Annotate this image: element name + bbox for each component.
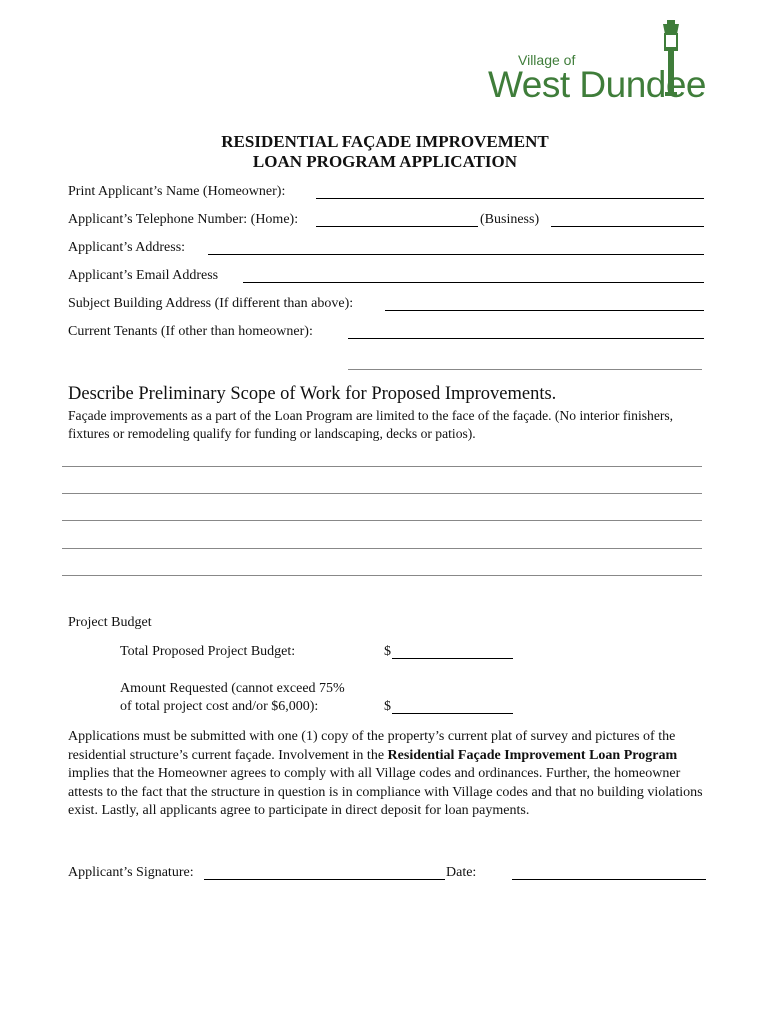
amount-requested-currency: $ bbox=[384, 699, 391, 714]
date-field[interactable] bbox=[512, 879, 706, 880]
amount-requested-field[interactable] bbox=[392, 713, 513, 714]
title-line-2: LOAN PROGRAM APPLICATION bbox=[252, 152, 518, 171]
total-budget-currency: $ bbox=[384, 644, 391, 659]
total-budget-field[interactable] bbox=[392, 658, 513, 659]
date-label: Date: bbox=[446, 865, 477, 880]
logo-west-dundee: West Dundee bbox=[488, 64, 706, 105]
scope-line-5[interactable] bbox=[62, 575, 702, 576]
terms-part-1: Applications must be submitted with one (1) copy of the property’s current plat of survey and pictures of the residential structure’s current façade. Involvement in the bbox=[68, 729, 676, 763]
scope-heading: Describe Preliminary Scope of Work for Proposed Improvements. bbox=[68, 384, 557, 404]
terms-part-2: implies that the Homeowner agrees to comply with all Village codes and ordinances. Further, the homeowner attests to the fact that the structure in question is in compliance with Village codes and that no building violations exist. Lastly, all applicants agree to participate in direct deposit for loan payments. bbox=[68, 766, 703, 819]
name-field[interactable] bbox=[316, 198, 704, 199]
program-name: Residential Façade Improvement Loan Program bbox=[387, 747, 678, 763]
amount-requested-label-1: Amount Requested (cannot exceed 75% bbox=[120, 681, 345, 696]
tenants-label: Current Tenants (If other than homeowner): bbox=[68, 324, 313, 339]
total-budget-label: Total Proposed Project Budget: bbox=[120, 644, 296, 659]
budget-heading: Project Budget bbox=[68, 615, 152, 630]
subject-address-field[interactable] bbox=[385, 310, 704, 311]
amount-requested-label-2: of total project cost and/or $6,000): bbox=[120, 699, 319, 714]
signature-label: Applicant’s Signature: bbox=[68, 865, 194, 880]
signature-field[interactable] bbox=[204, 879, 445, 880]
village-logo bbox=[488, 18, 738, 108]
phone-home-field[interactable] bbox=[316, 226, 478, 227]
scope-line-3[interactable] bbox=[62, 520, 702, 521]
logo-village-of: Village of bbox=[518, 52, 576, 68]
address-label: Applicant’s Address: bbox=[68, 240, 186, 255]
email-field[interactable] bbox=[243, 282, 704, 283]
scope-line-1[interactable] bbox=[62, 466, 702, 467]
scope-note: Façade improvements as a part of the Loan Program are limited to the face of the façade. (No interior finishers, fixtures or remodeling qualify for funding or landscaping, decks or patios). bbox=[68, 408, 674, 441]
name-label: Print Applicant’s Name (Homeowner): bbox=[68, 184, 286, 199]
email-label: Applicant’s Email Address bbox=[68, 268, 219, 283]
subject-address-label: Subject Building Address (If different than above): bbox=[68, 296, 354, 311]
tenants-field-extra-line[interactable] bbox=[348, 369, 702, 370]
terms-paragraph bbox=[68, 728, 708, 821]
phone-business-label: (Business) bbox=[480, 212, 540, 227]
phone-business-field[interactable] bbox=[551, 226, 704, 227]
form-title bbox=[0, 132, 770, 172]
tenants-field[interactable] bbox=[348, 338, 704, 339]
phone-home-label: Applicant’s Telephone Number: (Home): bbox=[68, 212, 299, 227]
scope-line-2[interactable] bbox=[62, 493, 702, 494]
scope-line-4[interactable] bbox=[62, 548, 702, 549]
address-field[interactable] bbox=[208, 254, 704, 255]
title-line-1: RESIDENTIAL FAÇADE IMPROVEMENT bbox=[221, 132, 549, 151]
